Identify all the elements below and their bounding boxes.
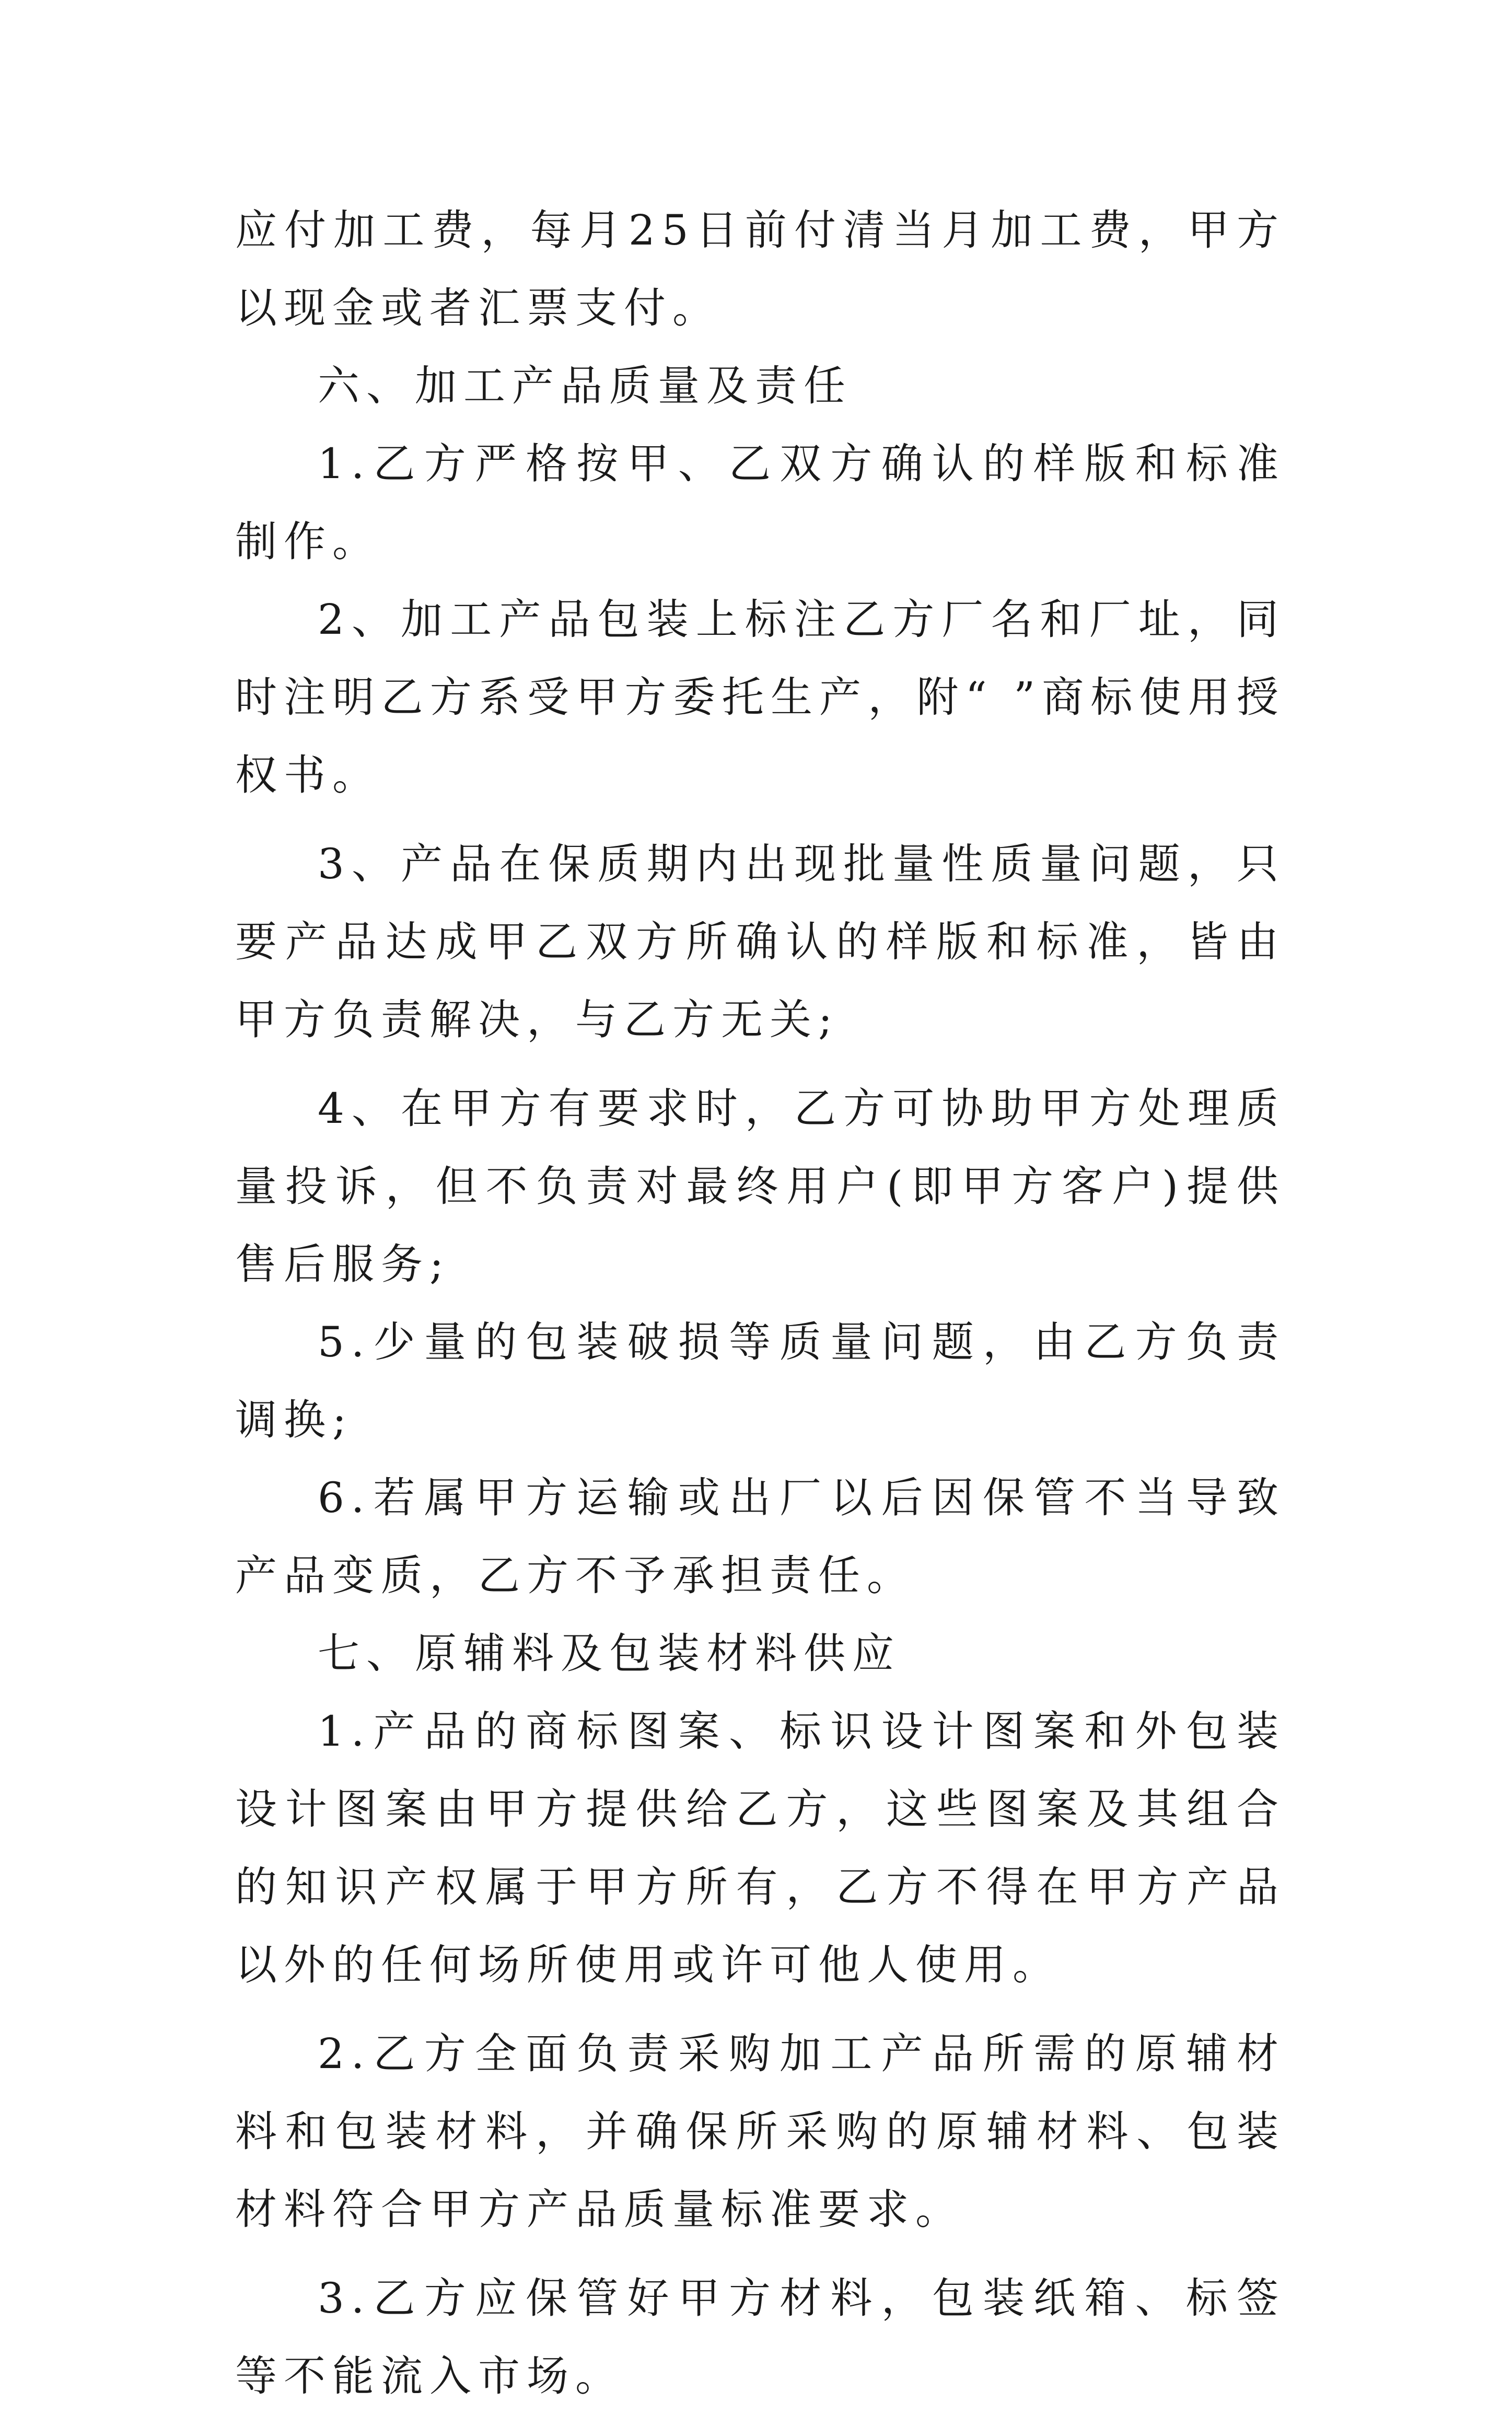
- clause-6-5: 5.少量的包装破损等质量问题，由乙方负责调换;: [235, 1318, 1285, 1444]
- section-heading-materials: 七、原辅料及包装材料供应: [318, 1629, 901, 1678]
- clause-7-1: 1.产品的商标图案、标识设计图案和外包装设计图案由甲方提供给乙方，这些图案及其组合的知识产权属于甲方所有，乙方不得在甲方产品以外的任何场所使用或许可他人使用。: [235, 1707, 1285, 1989]
- clause-7-3: 3.乙方应保管好甲方材料，包装纸箱、标签等不能流入市场。: [235, 2274, 1285, 2400]
- clause-6-4: 4、在甲方有要求时，乙方可协助甲方处理质量投诉，但不负责对最终用户(即甲方客户)提供售后服务;: [235, 1084, 1285, 1288]
- clause-6-1: 1.乙方严格按甲、乙双方确认的样版和标准制作。: [235, 439, 1285, 566]
- clause-6-6: 6.若属甲方运输或出厂以后因保管不当导致产品变质，乙方不予承担责任。: [235, 1473, 1285, 1600]
- paragraph-payment-terms: 应付加工费，每月25日前付清当月加工费，甲方以现金或者汇票支付。: [235, 206, 1285, 332]
- clause-6-3: 3、产品在保质期内出现批量性质量问题，只要产品达成甲乙双方所确认的样版和标准，皆由甲方负责解决，与乙方无关;: [235, 840, 1285, 1044]
- clause-7-2: 2.乙方全面负责采购加工产品所需的原辅材料和包装材料，并确保所采购的原辅材料、包装材料符合甲方产品质量标准要求。: [235, 2029, 1285, 2234]
- document-body: [235, 191, 1285, 2415]
- section-heading-quality: 六、加工产品质量及责任: [318, 362, 852, 410]
- clause-6-2: 2、加工产品包装上标注乙方厂名和厂址，同时注明乙方系受甲方委托生产，附“ ”商标使用授权书。: [235, 595, 1285, 799]
